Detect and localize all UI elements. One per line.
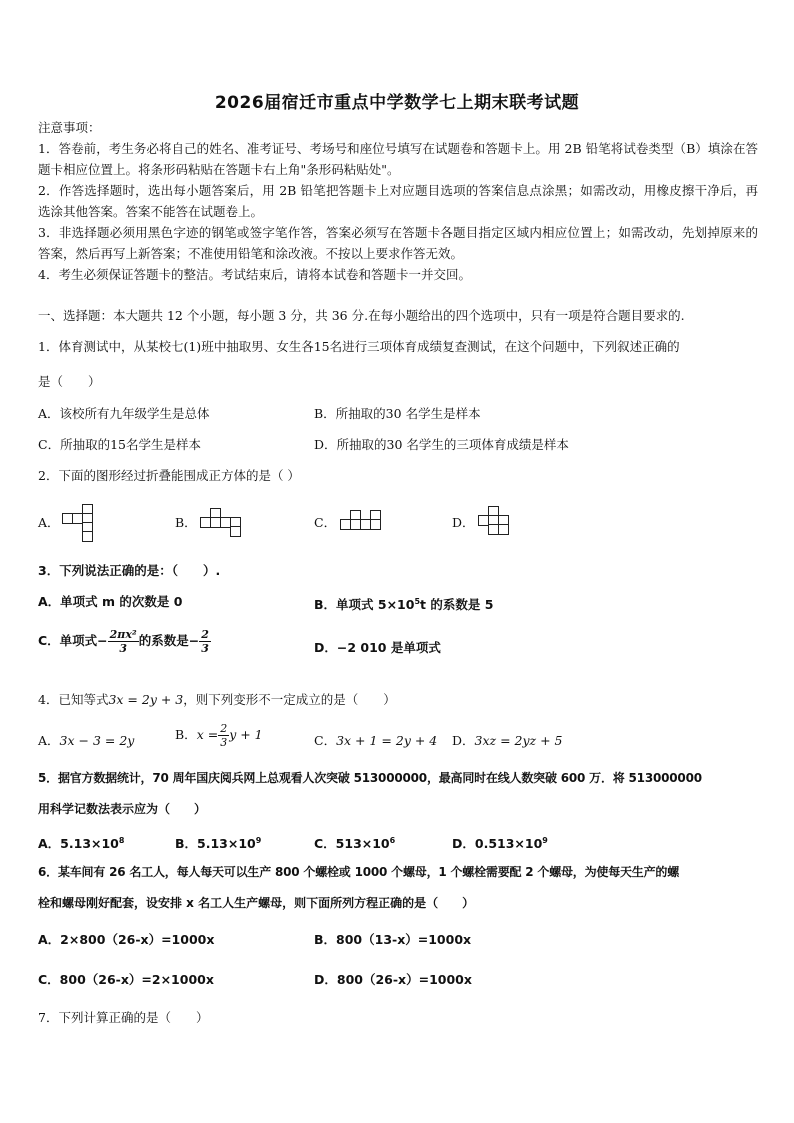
question-5-line-1: 5．据官方数据统计，70 周年国庆阅兵网上总观看人次突破 513000000，最高同时在线人数突破 600 万．将 513000000 — [38, 771, 702, 785]
q3-c-text-mid: 的系数是− — [138, 633, 200, 648]
section-heading: 一、选择题：本大题共 12 个小题，每小题 3 分，共 36 分.在每小题给出的四个选项中，只有一项是符合题目要求的. — [38, 308, 685, 323]
notice-item-1: 1．答卷前，考生务必将自己的姓名、准考证号、考场号和座位号填写在试题卷和答题卡上。用 2B 铅笔将试卷类型（B）填涂在答题卡相应位置上。将条形码粘贴在答题卡右上角"条形码粘贴处"。 — [38, 141, 758, 177]
q4-b-denominator: 3 — [220, 736, 228, 749]
q6-option-d: D．800（26-x）=1000x — [314, 972, 472, 987]
q4-a-label: A． — [38, 733, 60, 748]
question-6-line-2: 栓和螺母刚好配套，设安排 x 名工人生产螺母，则下面所列方程正确的是（ ） — [38, 896, 475, 910]
q1-stem-part: 1．体育测试中，从某校七 — [38, 339, 184, 354]
q3-b-exponent: 5 — [414, 597, 421, 606]
q3-b-text-end: t 的系数是 5 — [420, 597, 494, 613]
question-3-stem: 3．下列说法正确的是：（ ）. — [38, 563, 221, 578]
question-1-stem — [38, 337, 758, 357]
q5-option-c — [314, 831, 395, 854]
question-2-stem: 2．下面的图形经过折叠能围成正方体的是（ ） — [38, 468, 300, 483]
q1-class-number: (1) — [183, 339, 202, 354]
question-5-line-2: 用科学记数法表示应为（ ） — [38, 802, 207, 816]
q4-b-numerator: 2 — [220, 722, 228, 735]
page-title: 2026届宿迁市重点中学数学七上期末联考试题 — [214, 93, 580, 113]
q4-b-equation-right: y + 1 — [229, 727, 263, 742]
q5-b-exponent: 9 — [255, 836, 262, 845]
q3-b-text: B．单项式 5×10 — [314, 597, 415, 613]
question-7-stem: 7．下列计算正确的是（ ） — [38, 1010, 209, 1025]
q6-option-c: C．800（26-x）=2×1000x — [38, 972, 214, 987]
q4-option-d — [452, 731, 563, 751]
q2-option-c: C． — [314, 515, 337, 530]
notice-heading: 注意事项： — [38, 120, 101, 135]
q2-option-b: B． — [175, 515, 197, 530]
q2-option-a: A． — [38, 515, 60, 530]
q3-c-fraction — [108, 628, 139, 655]
q4-c-label: C． — [314, 733, 337, 748]
q4-option-b — [175, 722, 263, 749]
q3-option-d: D．−2 010 是单项式 — [314, 640, 441, 655]
q4-b-label: B． — [175, 727, 197, 742]
notice-item-4: 4．考生必须保证答题卡的整洁。考试结束后，请将本试卷和答题卡一并交回。 — [38, 267, 471, 282]
q4-option-c — [314, 731, 437, 751]
q4-c-equation: 3x + 1 = 2y + 4 — [336, 733, 438, 748]
q3-c-denominator-2: 3 — [201, 642, 209, 655]
q5-a-text: A．5.13×10 — [38, 836, 119, 852]
q1-option-b: B．所抽取的30 名学生是样本 — [314, 406, 481, 421]
notice-item-2: 2．作答选择题时，选出每小题答案后，用 2B 铅笔把答题卡上对应题目选项的答案信息点涂黑；如需改动，用橡皮擦干净后，再选涂其他答案。答案不能答在试题卷上。 — [38, 183, 758, 219]
q4-stem-text-end: ，则下列变形不一定成立的是（ ） — [183, 692, 396, 707]
q5-option-b — [175, 831, 261, 854]
q3-c-fraction-2 — [199, 628, 211, 655]
q3-c-text: C．单项式− — [38, 633, 108, 648]
q3-c-denominator: 3 — [119, 642, 128, 655]
q5-option-d — [452, 831, 548, 854]
q4-b-fraction — [218, 722, 229, 749]
q5-d-text: D．0.513×10 — [452, 836, 543, 852]
q4-d-equation: 3xz = 2yz + 5 — [474, 733, 563, 748]
q5-c-exponent: 6 — [389, 836, 396, 845]
q3-c-numerator: 2πx² — [109, 628, 137, 641]
q5-a-exponent: 8 — [118, 836, 125, 845]
q1-stem-part: 班中抽取男、女生各15名进行三项体育成绩复查测试，在这个问题中，下列叙述正确的 — [201, 339, 680, 354]
q3-option-c — [38, 628, 211, 655]
q5-d-exponent: 9 — [542, 836, 548, 845]
q4-option-a — [38, 731, 134, 751]
q5-b-text: B．5.13×10 — [175, 836, 256, 852]
q3-option-b — [314, 592, 493, 615]
question-1-stem-end: 是（ ） — [38, 374, 101, 389]
q4-d-label: D． — [452, 733, 475, 748]
q1-option-d: D．所抽取的30 名学生的三项体育成绩是样本 — [314, 437, 569, 452]
question-4-stem — [38, 690, 758, 710]
q4-stem-equation: 3x = 2y + 3 — [108, 692, 184, 707]
q1-option-a: A．该校所有九年级学生是总体 — [38, 406, 210, 421]
q5-c-text: C．513×10 — [314, 836, 390, 852]
q5-option-a — [38, 831, 124, 854]
q6-option-a: A．2×800（26-x）=1000x — [38, 932, 215, 947]
q4-a-equation: 3x − 3 = 2y — [59, 733, 135, 748]
q2-option-d: D． — [452, 515, 475, 530]
notice-item-3: 3．非选择题必须用黑色字迹的钢笔或签字笔作答，答案必须写在答题卡各题目指定区域内相应位置上；如需改动，先划掉原来的答案，然后再写上新答案；不准使用铅笔和涂改液。不按以上要求作答无效。 — [38, 225, 758, 261]
q4-stem-text: 4．已知等式 — [38, 692, 109, 707]
q4-b-equation-left: x = — [196, 727, 219, 742]
q1-option-c: C．所抽取的15名学生是样本 — [38, 437, 201, 452]
q3-option-a: A．单项式 m 的次数是 0 — [38, 594, 183, 609]
question-6-line-1: 6．某车间有 26 名工人，每人每天可以生产 800 个螺栓或 1000 个螺母，1 个螺栓需要配 2 个螺母，为使每天生产的螺 — [38, 865, 679, 879]
q3-c-numerator-2: 2 — [201, 628, 209, 641]
q6-option-b: B．800（13-x）=1000x — [314, 932, 472, 947]
